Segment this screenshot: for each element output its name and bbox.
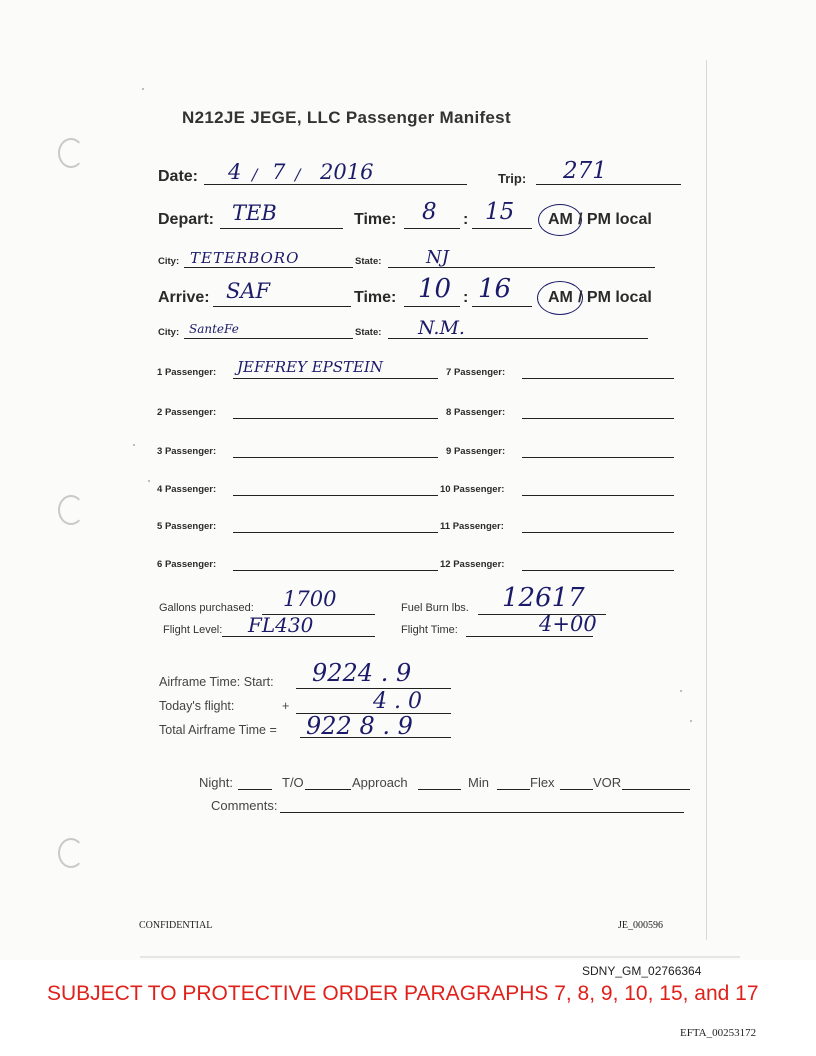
document-id: JE_000596 bbox=[618, 920, 663, 931]
arrive-airport: SAF bbox=[226, 279, 271, 303]
passenger-number: 7 bbox=[446, 367, 452, 378]
arrive-time-label: Time: bbox=[354, 289, 397, 306]
passenger-number: 12 bbox=[440, 559, 451, 570]
trip-label: Trip: bbox=[498, 171, 527, 186]
depart-am-circle bbox=[538, 204, 582, 236]
vor-line bbox=[622, 789, 690, 790]
gallons-value: 1700 bbox=[283, 587, 337, 611]
passenger-number: 3 bbox=[157, 446, 163, 457]
passenger-8 bbox=[446, 407, 505, 418]
todays-flight-label: Today's flight: bbox=[159, 699, 235, 713]
total-airframe-label: Total Airframe Time = bbox=[159, 723, 277, 737]
punch-hole-top bbox=[58, 138, 84, 168]
arrive-min-line bbox=[472, 306, 532, 307]
fuel-burn-value: 12617 bbox=[502, 583, 585, 613]
todays-flight-value: 4 . 0 bbox=[373, 689, 422, 714]
comments-line bbox=[280, 812, 684, 813]
arrive-state: N.M. bbox=[418, 317, 465, 339]
passenger-3 bbox=[157, 446, 216, 457]
date-slash: / bbox=[252, 165, 258, 184]
passenger-8-line bbox=[522, 418, 674, 419]
passenger-12 bbox=[440, 559, 504, 570]
depart-line bbox=[220, 228, 343, 229]
passenger-4 bbox=[157, 484, 216, 495]
passenger-10 bbox=[440, 484, 504, 495]
passenger-label: Passenger: bbox=[164, 521, 217, 532]
confidential-mark: CONFIDENTIAL bbox=[139, 920, 213, 931]
to-label: T/O bbox=[282, 775, 304, 790]
date-slash: / bbox=[295, 165, 301, 184]
scan-speck bbox=[142, 88, 144, 90]
date-month: 4 bbox=[228, 160, 242, 184]
passenger-9-line bbox=[522, 457, 674, 458]
passenger-label: Passenger: bbox=[453, 484, 505, 495]
depart-airport: TEB bbox=[232, 201, 277, 225]
approach-label: Approach bbox=[352, 775, 408, 790]
passenger-number: 1 bbox=[157, 367, 163, 378]
passenger-label: Passenger: bbox=[453, 407, 506, 418]
flight-time-line bbox=[466, 636, 593, 637]
passenger-label: Passenger: bbox=[452, 521, 504, 532]
passenger-1-line bbox=[233, 378, 438, 379]
flex-label: Flex bbox=[530, 775, 555, 790]
trip-line bbox=[536, 184, 681, 185]
arrive-local-label: / PM local bbox=[578, 289, 652, 306]
arrive-am-circle bbox=[537, 281, 583, 315]
passenger-6 bbox=[157, 559, 216, 570]
depart-minute: 15 bbox=[485, 199, 515, 225]
trip-number: 271 bbox=[563, 158, 607, 184]
passenger-11 bbox=[440, 521, 504, 532]
passenger-number: 10 bbox=[440, 484, 451, 495]
passenger-6-line bbox=[233, 570, 438, 571]
passenger-number: 2 bbox=[157, 407, 163, 418]
passenger-7 bbox=[446, 367, 505, 378]
depart-local-label: / PM local bbox=[578, 211, 652, 228]
arrive-hour-line bbox=[404, 306, 460, 307]
arrive-line bbox=[213, 306, 351, 307]
scan-speck bbox=[133, 444, 135, 446]
depart-label: Depart: bbox=[158, 211, 215, 228]
passenger-9 bbox=[446, 446, 505, 457]
passenger-1 bbox=[157, 367, 216, 378]
bates-number: SDNY_GM_02766364 bbox=[582, 964, 702, 978]
passenger-label: Passenger: bbox=[164, 367, 217, 378]
todays-flight-plus: + bbox=[282, 699, 290, 713]
passenger-4-line bbox=[233, 495, 438, 496]
passenger-3-line bbox=[233, 457, 438, 458]
arrive-minute: 16 bbox=[478, 274, 512, 304]
passenger-11-line bbox=[522, 532, 674, 533]
passenger-1-name: JEFFREY EPSTEIN bbox=[237, 358, 384, 376]
flight-level-label: Flight Level: bbox=[163, 624, 223, 636]
depart-city-label: City: bbox=[158, 256, 180, 267]
depart-city-line bbox=[184, 267, 353, 268]
passenger-number: 9 bbox=[446, 446, 452, 457]
depart-am: AM bbox=[548, 211, 573, 228]
depart-hour-line bbox=[404, 228, 460, 229]
passenger-7-line bbox=[522, 378, 674, 379]
night-label: Night: bbox=[199, 775, 233, 790]
flex-line bbox=[560, 789, 593, 790]
passenger-label: Passenger: bbox=[164, 559, 217, 570]
to-line bbox=[305, 789, 351, 790]
page-edge-bottom bbox=[140, 956, 740, 958]
airframe-start-value: 9224 . 9 bbox=[312, 659, 412, 687]
form-title: N212JE JEGE, LLC Passenger Manifest bbox=[182, 108, 511, 127]
min-label: Min bbox=[468, 775, 489, 790]
total-airframe-value: 922 8 . 9 bbox=[306, 712, 413, 740]
comments-label: Comments: bbox=[211, 798, 278, 813]
arrive-hour: 10 bbox=[418, 274, 452, 304]
passenger-2-line bbox=[233, 418, 438, 419]
flight-time-value: 4+00 bbox=[539, 612, 597, 636]
passenger-number: 4 bbox=[157, 484, 163, 495]
page-edge-right bbox=[706, 60, 707, 940]
passenger-label: Passenger: bbox=[164, 407, 217, 418]
depart-state: NJ bbox=[426, 247, 449, 268]
passenger-number: 11 bbox=[440, 521, 451, 532]
punch-hole-bottom bbox=[58, 838, 84, 868]
passenger-number: 8 bbox=[446, 407, 452, 418]
passenger-number: 5 bbox=[157, 521, 163, 532]
fuel-burn-label: Fuel Burn lbs. bbox=[401, 602, 469, 614]
passenger-5-line bbox=[233, 532, 438, 533]
passenger-12-line bbox=[522, 570, 674, 571]
date-year: 2016 bbox=[320, 160, 374, 184]
depart-city: TETERBORO bbox=[190, 249, 300, 267]
scan-speck bbox=[148, 480, 150, 482]
arrive-state-label: State: bbox=[355, 327, 382, 338]
flight-level-value: FL430 bbox=[248, 613, 314, 637]
min-line bbox=[497, 789, 530, 790]
arrive-city: SanteFe bbox=[189, 322, 239, 336]
night-line bbox=[238, 789, 272, 790]
passenger-label: Passenger: bbox=[453, 367, 506, 378]
depart-time-label: Time: bbox=[354, 211, 397, 228]
scan-speck bbox=[690, 720, 692, 722]
arrive-colon: : bbox=[463, 289, 469, 306]
depart-hour: 8 bbox=[422, 199, 437, 225]
passenger-10-line bbox=[522, 495, 674, 496]
arrive-am: AM bbox=[548, 289, 573, 306]
scan-speck bbox=[680, 690, 682, 692]
airframe-start-label: Airframe Time: Start: bbox=[159, 675, 274, 689]
flight-time-label: Flight Time: bbox=[401, 624, 458, 636]
vor-label: VOR bbox=[593, 775, 622, 790]
passenger-5 bbox=[157, 521, 216, 532]
passenger-label: Passenger: bbox=[164, 484, 217, 495]
depart-colon: : bbox=[463, 211, 469, 228]
passenger-number: 6 bbox=[157, 559, 163, 570]
passenger-label: Passenger: bbox=[453, 446, 506, 457]
gallons-label: Gallons purchased: bbox=[159, 602, 254, 614]
arrive-city-label: City: bbox=[158, 327, 180, 338]
depart-min-line bbox=[472, 228, 532, 229]
date-line bbox=[204, 184, 467, 185]
approach-line bbox=[418, 789, 461, 790]
depart-state-label: State: bbox=[355, 256, 382, 267]
punch-hole-middle bbox=[58, 495, 84, 525]
date-label: Date: bbox=[158, 168, 199, 185]
protective-order-notice: SUBJECT TO PROTECTIVE ORDER PARAGRAPHS 7, 8, 9, 10, 15, and 17 bbox=[47, 982, 759, 1005]
passenger-2 bbox=[157, 407, 216, 418]
efta-number: EFTA_00253172 bbox=[680, 1027, 757, 1039]
date-day: 7 bbox=[272, 160, 286, 184]
arrive-city-line bbox=[184, 338, 353, 339]
passenger-label: Passenger: bbox=[164, 446, 217, 457]
arrive-label: Arrive: bbox=[158, 289, 210, 306]
passenger-label: Passenger: bbox=[453, 559, 505, 570]
